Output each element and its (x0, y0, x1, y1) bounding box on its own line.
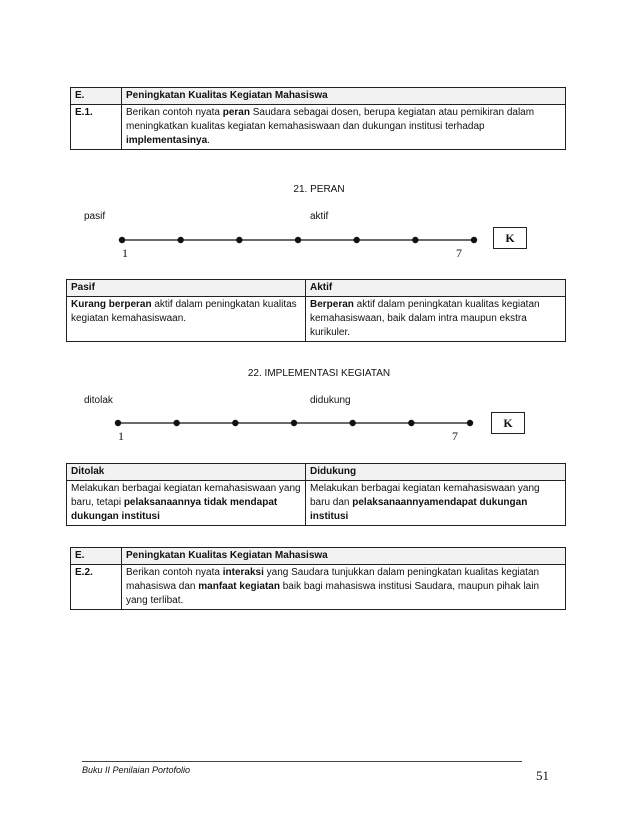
scale-point (349, 420, 355, 426)
scale-22-col2-header: Didukung (306, 464, 566, 481)
scale-22-col2-text: Melakukan berbagai kegiatan kemahasiswaan yang baru dan pelaksanaannyamendapat dukungan institusi (306, 481, 566, 526)
scale-21-mid-label: aktif (310, 211, 329, 222)
scale-point (119, 237, 125, 243)
scale-22-badge: K (491, 412, 525, 434)
scale-point (177, 237, 183, 243)
scale-22-col1-header: Ditolak (67, 464, 306, 481)
scale-21-left-label: pasif (84, 211, 106, 222)
footer-book-title: Buku II Penilaian Portofolio (82, 765, 191, 775)
scale-21-col2-text: Berperan aktif dalam peningkatan kualitas kegiatan kemahasiswaan, baik dalam intra maupun ekstra kurikuler. (306, 297, 566, 342)
scale-point (471, 237, 477, 243)
scale-21-min: 1 (122, 246, 128, 260)
scale-21-title: 21. PERAN (293, 184, 345, 195)
scale-point (232, 420, 238, 426)
scale-point (412, 237, 418, 243)
section-header-row (71, 548, 566, 565)
scale-22-max: 7 (452, 429, 458, 443)
section-item-row (71, 565, 566, 610)
page-number: 51 (536, 768, 549, 783)
scale-point (467, 420, 473, 426)
item-code: E.1. (71, 105, 122, 150)
scale-21-line (118, 235, 478, 245)
scale-22-title: 22. IMPLEMENTASI KEGIATAN (247, 368, 391, 379)
scale-22-left-label: ditolak (84, 395, 113, 406)
item-code: E.2. (71, 565, 122, 610)
scale-22-mid-label: didukung (310, 395, 351, 406)
scale-point (236, 237, 242, 243)
section-title: Peningkatan Kualitas Kegiatan Mahasiswa (122, 548, 566, 565)
scale-point (295, 237, 301, 243)
scale-22-col1-text: Melakukan berbagai kegiatan kemahasiswaan yang baru, tetapi pelaksanaannya tidak mendapat dukungan institusi (67, 481, 306, 526)
section-code: E. (71, 88, 122, 105)
scale-21-desc-row (67, 297, 566, 342)
section-e2-table (70, 547, 566, 610)
footer-divider (82, 761, 522, 762)
scale-21-header-row (67, 280, 566, 297)
scale-point (408, 420, 414, 426)
scale-22-header-row (67, 464, 566, 481)
scale-21-badge: K (493, 227, 527, 249)
scale-21-max: 7 (456, 246, 462, 260)
section-title: Peningkatan Kualitas Kegiatan Mahasiswa (122, 88, 566, 105)
scale-22-desc-row (67, 481, 566, 526)
scale-22-min: 1 (118, 429, 124, 443)
section-item-row (71, 105, 566, 150)
section-code: E. (71, 548, 122, 565)
scale-point (291, 420, 297, 426)
item-text: Berikan contoh nyata peran Saudara sebagai dosen, berupa kegiatan atau pemikiran dalam meningkatkan kualitas kegiatan kemahasiswaan dan dukungan institusi terhadap implementasinya. (122, 105, 566, 150)
scale-point (353, 237, 359, 243)
scale-22-line (114, 418, 474, 428)
scale-point (173, 420, 179, 426)
scale-21-col1-text: Kurang berperan aktif dalam peningkatan kualitas kegiatan kemahasiswaan. (67, 297, 306, 342)
scale-21-col1-header: Pasif (67, 280, 306, 297)
scale-21-col2-header: Aktif (306, 280, 566, 297)
item-text: Berikan contoh nyata interaksi yang Saudara tunjukkan dalam peningkatan kualitas kegiatan mahasiswa dan manfaat kegiatan baik bagi mahasiswa institusi Saudara, maupun pihak lain yang terlibat. (122, 565, 566, 610)
section-header-row (71, 88, 566, 105)
scale-22-table (66, 463, 566, 526)
section-e1-table (70, 87, 566, 150)
scale-21-table (66, 279, 566, 342)
scale-point (115, 420, 121, 426)
